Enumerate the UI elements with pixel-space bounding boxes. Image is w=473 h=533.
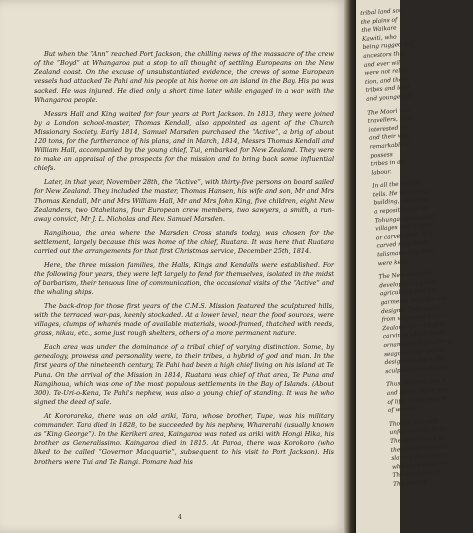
right-page-line: sculpture was decora [385,364,449,375]
right-page-line: Though this civil [388,418,439,428]
right-page-line: building, tattooing [373,197,429,207]
right-page-line: carved ribs. Here, [376,240,430,250]
page-number: 4 [178,514,182,521]
paragraph: At Kororareka, there was an old ariki, Tara, whose brother, Tupe, was his military commander. Tara died in 1828, to be succeeded by his nephew, Wharerahi (usually known as “King George”). In the Kerikeri area, Kaingaroa was rated as ariki with Hongi Hika, his brother as Generalissimo. Kaingaroa died in 1815. At Paroa, there was Korokoro (who liked to be called “Governor Macquarie”, subsequent to his visit to Port Jackson). His brothers were Tui and Te Rangi. Pomare had his [34,411,334,466]
right-page-line: seagoing and war ca [383,347,445,358]
right-page-text [360,4,473,489]
right-page-line: The Maori were in [389,435,445,445]
right-page-line: slavery of an enem [391,452,447,462]
paragraph: But when the “Ann” reached Port Jackson, the chilling news of the massacre of the crew of the “Boyd” at Whangaroa put a stop to all thought of settling Europeans on the New Zealand coast. On the excuse of unsubstantiated evidence, the crews of some European vessels had attacked Te Pahi and his people at his home on an island in the Bay. His pa was sacked. He was injured. He died only a short time later while engaged in a war with the Whangaroa people. [34,50,334,104]
right-page-edge [356,0,452,533]
right-page-line: developed to a high [379,279,438,290]
paragraph: Rangihoua, the area where the Marsden Cross stands today, was chosen for the settlement, largely because this was home of the chief, Ruatara. It was here that Ruatara carried out the arrangements for that first Christmas service, December 25th, 1814. [34,228,334,255]
right-page-line: and younger ch [366,93,413,103]
right-page-line: unfortunately, in so [389,426,447,437]
right-page-line: tion, and there [364,76,409,86]
right-page-line: ancestors the [363,51,404,60]
right-page-line: or carved post. It w [375,231,434,242]
right-page-line: a repository for all [373,205,429,216]
right-page-line: were kept. [377,258,410,267]
right-page-line: The Maori wer [367,107,411,117]
right-page-line: they could trace the [390,443,450,454]
right-page-line: agriculture and the [379,287,437,298]
right-page-line: remarkable in [369,141,412,151]
right-page-line: designs. They made [380,304,440,315]
right-page-line: designs on the hulls [384,356,444,367]
right-page-line: Thus, we owe, the M [386,378,448,389]
right-page-line: The dominant ch [392,469,443,480]
right-page-line: and sense, there was [386,386,449,397]
right-page-line: villages had a distin [375,222,435,233]
right-page-line: being rugged and [362,41,415,52]
right-page-line: tells. He was an ag [372,188,429,199]
right-page-line: who were devours [391,460,446,471]
right-page-line: Tohunga specialised [374,213,435,225]
right-page-line: tribes in an [370,159,405,168]
right-page-line: tribal land sou [360,8,404,17]
right-page-line: were not reliab [364,67,410,77]
paragraph: Later, in that year, November 28th, the “Active”, with thirty-five persons on board sailed for New Zealand. They included the master, Thomas Hansen, his wife and son, Mr and Mrs Thomas Kendall, Mr and Mrs William Hall, Mr and Mrs John King, five children, eight New Zealanders, two Otaheitans, four European crew members, two sawyers, a smith, a run-away convict, Mr J. L. Nicholas and Rev. Samuel Marsden. [34,178,334,223]
right-page-line: from vegetable matter [381,312,448,324]
right-page-line: of women. [387,406,419,415]
right-page-line: labour. [371,168,392,177]
right-page-line: The history [392,479,427,488]
right-page-line: and ever wil [363,59,401,69]
right-page-line: and their way [368,133,410,142]
right-page-line: possess [370,151,393,160]
right-page-line: garments from the nat [380,295,447,307]
body-text [34,50,334,471]
paragraph: Each area was under the dominance of a tribal chief of varying distinction. Some, by genealogy, prowess and personality were, to their tribes, a hybrid of god and man. In the first years of the nineteenth century, Te Pahi had been a high chief living on his island at Te Puna. On the arrival of the Mission in 1814, Ruatara was chief of that area, Te Puna and Rangihoua, which was one of the most populous settlements in the Bay of Islands. (About 300). Te-Uri-o-Kena, Te Pahi's nephew, was also a young chief of standing. It was he who signed the deed of sale. [34,343,334,407]
right-page-line: The New Zealande [378,270,435,281]
paragraph: The back-drop for those first years of the C.M.S. Mission featured the sculptured hills, with the terraced war-pas, keenly stockaded. At a lower level, near the food sources, were villages, clumps of wharés made of available materials, wood-framed, thatched with reeds, grass, nikau, etc., some just rough shelters, others of a more permanent nature. [34,301,334,338]
right-page-line: ornaments of jewellery [383,338,452,350]
right-page-line: travellers, they [367,115,413,125]
right-page-line: In all the arts of [372,180,420,190]
right-page-line: interested in [368,124,406,134]
right-page-line: of life. There was re [387,395,447,406]
right-page-line: talismans, etc. For t [376,248,436,259]
right-page-line: Zealand native had s [382,321,444,332]
paragraph: Messrs Hall and King waited for four years at Port Jackson. In 1813, they were joined by a London school-master, Thomas Kendall, also appointed as agent of the Church Missionary Society. Early 1814, Samuel Marsden purchased the “Active”, a brig of about 120 tons, for the furtherance of his plans, and in March, 1814, Messrs Thomas Kendall and William Hall, accompanied by the young chief, Tui, embarked for New Zealand. They were to make an appraisal of the prospects for the mission and to bring back some influential chiefs. [34,109,334,173]
right-page-line: Kawiti, who [361,34,397,43]
paragraph: Here, the three mission families, the Halls, Kings and Kendalls were established. For the following four years, they were left largely to fend for themselves, isolated in the midst of barbarism, their tenuous line of communication, the occasional visits of the “Active” and the whaling ships. [34,260,334,297]
right-page-line: carvings which could [382,330,446,341]
book-gutter [344,0,356,533]
right-page-line: the plains of [360,17,398,26]
right-page-line: tribes and lead [365,85,410,95]
right-page-line: the Waikare [361,25,397,35]
